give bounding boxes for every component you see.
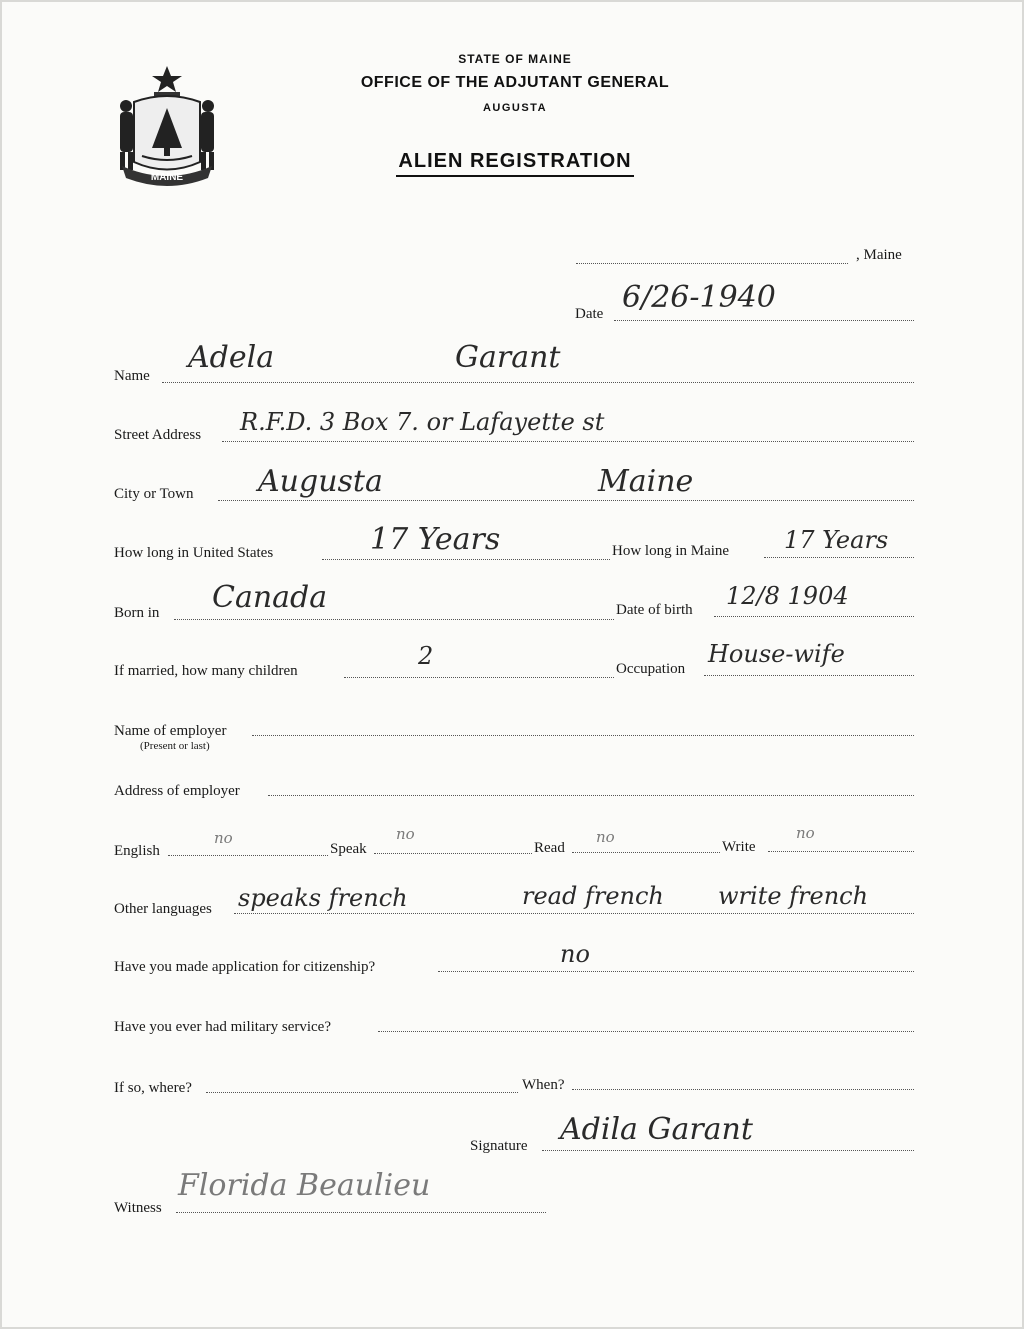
employer-address-line[interactable] — [268, 795, 914, 796]
other-languages-line[interactable] — [234, 913, 914, 914]
english-value: no — [214, 829, 233, 847]
street-line[interactable] — [222, 441, 914, 442]
english-label: English — [114, 843, 160, 859]
speak-label: Speak — [330, 841, 367, 857]
witness-line[interactable] — [176, 1212, 546, 1213]
date-line[interactable] — [614, 320, 914, 321]
born-label: Born in — [114, 605, 160, 621]
dob-label: Date of birth — [616, 602, 693, 618]
when-line[interactable] — [572, 1089, 914, 1090]
occupation-label: Occupation — [616, 661, 686, 677]
header-office: OFFICE OF THE ADJUTANT GENERAL — [360, 74, 670, 91]
form-title — [0, 150, 1024, 173]
born-value: Canada — [212, 580, 328, 615]
citizenship-value: no — [560, 940, 590, 968]
date-value: 6/26-1940 — [622, 280, 776, 315]
witness-value: Florida Beaulieu — [178, 1168, 431, 1203]
employer-address-label: Address of employer — [114, 783, 240, 799]
write-value: no — [796, 824, 815, 842]
town-line[interactable] — [576, 263, 848, 264]
city-line[interactable] — [218, 500, 914, 501]
name-last-value: Garant — [455, 340, 561, 375]
military-line[interactable] — [378, 1031, 914, 1032]
date-label: Date — [575, 306, 604, 322]
where-line[interactable] — [206, 1092, 518, 1093]
where-label: If so, where? — [114, 1080, 192, 1096]
speak-line[interactable] — [374, 853, 532, 854]
seal-text: MAINE — [150, 172, 184, 183]
us-duration-line[interactable] — [322, 559, 610, 560]
other-languages-label: Other languages — [114, 901, 212, 917]
children-value: 2 — [418, 642, 434, 670]
speak-value: no — [396, 825, 415, 843]
header-state: STATE OF MAINE — [458, 52, 572, 66]
children-label: If married, how many children — [114, 663, 298, 679]
witness-label: Witness — [114, 1200, 162, 1216]
other-languages-value-3: write french — [718, 882, 869, 910]
read-line[interactable] — [572, 852, 720, 853]
street-value: R.F.D. 3 Box 7. or Lafayette st — [240, 408, 605, 436]
occupation-value: House-wife — [708, 640, 845, 668]
us-duration-label: How long in United States — [114, 545, 274, 561]
write-line[interactable] — [768, 851, 914, 852]
name-first-value: Adela — [188, 340, 275, 375]
write-label: Write — [722, 839, 756, 855]
english-line[interactable] — [168, 855, 328, 856]
read-label: Read — [534, 840, 565, 856]
name-line[interactable] — [162, 382, 914, 383]
name-label: Name — [114, 368, 150, 384]
maine-duration-line[interactable] — [764, 557, 914, 558]
employer-sublabel: (Present or last) — [140, 740, 210, 752]
children-line[interactable] — [344, 677, 614, 678]
maine-label: , Maine — [856, 247, 902, 263]
other-languages-value-2: read french — [522, 882, 664, 910]
military-label: Have you ever had military service? — [114, 1019, 331, 1035]
city-state-value: Maine — [598, 464, 694, 499]
when-label: When? — [522, 1077, 565, 1093]
born-line[interactable] — [174, 619, 614, 620]
city-value: Augusta — [258, 464, 383, 499]
citizenship-label: Have you made application for citizenship? — [114, 959, 376, 975]
employer-label: Name of employer — [114, 723, 227, 739]
signature-value: Adila Garant — [560, 1112, 753, 1147]
maine-duration-value: 17 Years — [784, 526, 889, 554]
dob-line[interactable] — [714, 616, 914, 617]
occupation-line[interactable] — [704, 675, 914, 676]
signature-label: Signature — [470, 1138, 528, 1154]
maine-duration-label: How long in Maine — [612, 543, 730, 559]
street-label: Street Address — [114, 427, 202, 443]
us-duration-value: 17 Years — [370, 522, 501, 557]
dob-value: 12/8 1904 — [726, 582, 849, 610]
city-label: City or Town — [114, 486, 194, 502]
signature-line[interactable] — [542, 1150, 914, 1151]
header-city: AUGUSTA — [482, 102, 548, 114]
employer-line[interactable] — [252, 735, 914, 736]
form-title-text: ALIEN REGISTRATION — [396, 150, 633, 177]
read-value: no — [596, 828, 615, 846]
citizenship-line[interactable] — [438, 971, 914, 972]
other-languages-value-1: speaks french — [238, 884, 408, 912]
